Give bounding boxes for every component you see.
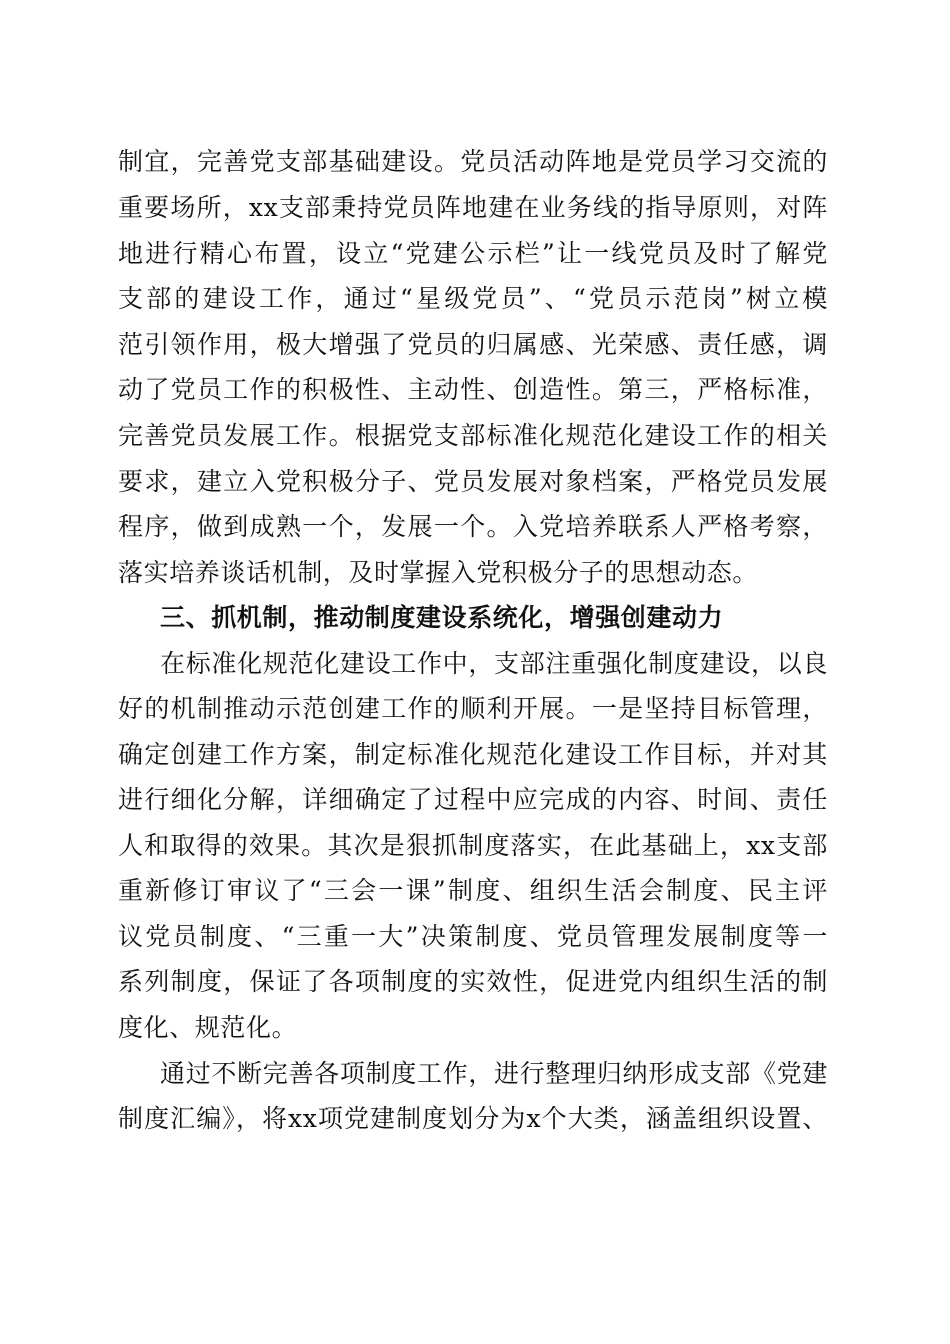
- body-text-line: 动了党员工作的积极性、主动性、创造性。第三，严格标准，: [118, 375, 828, 404]
- body-text-line: 进行细化分解，详细确定了过程中应完成的内容、时间、责任: [118, 785, 828, 814]
- body-text-line: 完善党员发展工作。根据党支部标准化规范化建设工作的相关: [118, 421, 828, 450]
- body-text-line: 系列制度，保证了各项制度的实效性，促进党内组织生活的制: [118, 967, 828, 996]
- body-text-line: 重新修订审议了“三会一课”制度、组织生活会制度、民主评: [118, 876, 828, 905]
- body-text-line: 在标准化规范化建设工作中，支部注重强化制度建设，以良: [160, 649, 828, 678]
- body-text-line: 范引领作用，极大增强了党员的归属感、光荣感、责任感，调: [118, 330, 828, 359]
- body-text-line: 好的机制推动示范创建工作的顺利开展。一是坚持目标管理，: [118, 694, 828, 723]
- body-text-line: 制度汇编》，将xx项党建制度划分为x个大类，涵盖组织设置、: [118, 1104, 828, 1133]
- body-text-line: 度化、规范化。: [118, 1013, 298, 1042]
- body-text-line: 议党员制度、“三重一大”决策制度、党员管理发展制度等一: [118, 922, 828, 951]
- body-text-line: 程序，做到成熟一个，发展一个。入党培养联系人严格考察，: [118, 512, 828, 541]
- body-text-line: 重要场所，xx支部秉持党员阵地建在业务线的指导原则，对阵: [118, 193, 828, 222]
- section-heading: 三、抓机制，推动制度建设系统化，增强创建动力: [160, 603, 724, 632]
- body-text-line: 制宜，完善党支部基础建设。党员活动阵地是党员学习交流的: [118, 147, 828, 176]
- body-text-line: 要求，建立入党积极分子、党员发展对象档案，严格党员发展: [118, 467, 828, 496]
- body-text-line: 人和取得的效果。其次是狠抓制度落实，在此基础上，xx支部: [118, 831, 828, 860]
- body-text-line: 落实培养谈话机制，及时掌握入党积极分子的思想动态。: [118, 558, 759, 587]
- body-text-line: 地进行精心布置，设立“党建公示栏”让一线党员及时了解党: [118, 239, 828, 268]
- body-text-line: 支部的建设工作，通过“星级党员”、“党员示范岗”树立模: [118, 284, 828, 313]
- body-text-line: 确定创建工作方案，制定标准化规范化建设工作目标，并对其: [118, 740, 828, 769]
- body-text-line: 通过不断完善各项制度工作，进行整理归纳形成支部《党建: [160, 1059, 828, 1088]
